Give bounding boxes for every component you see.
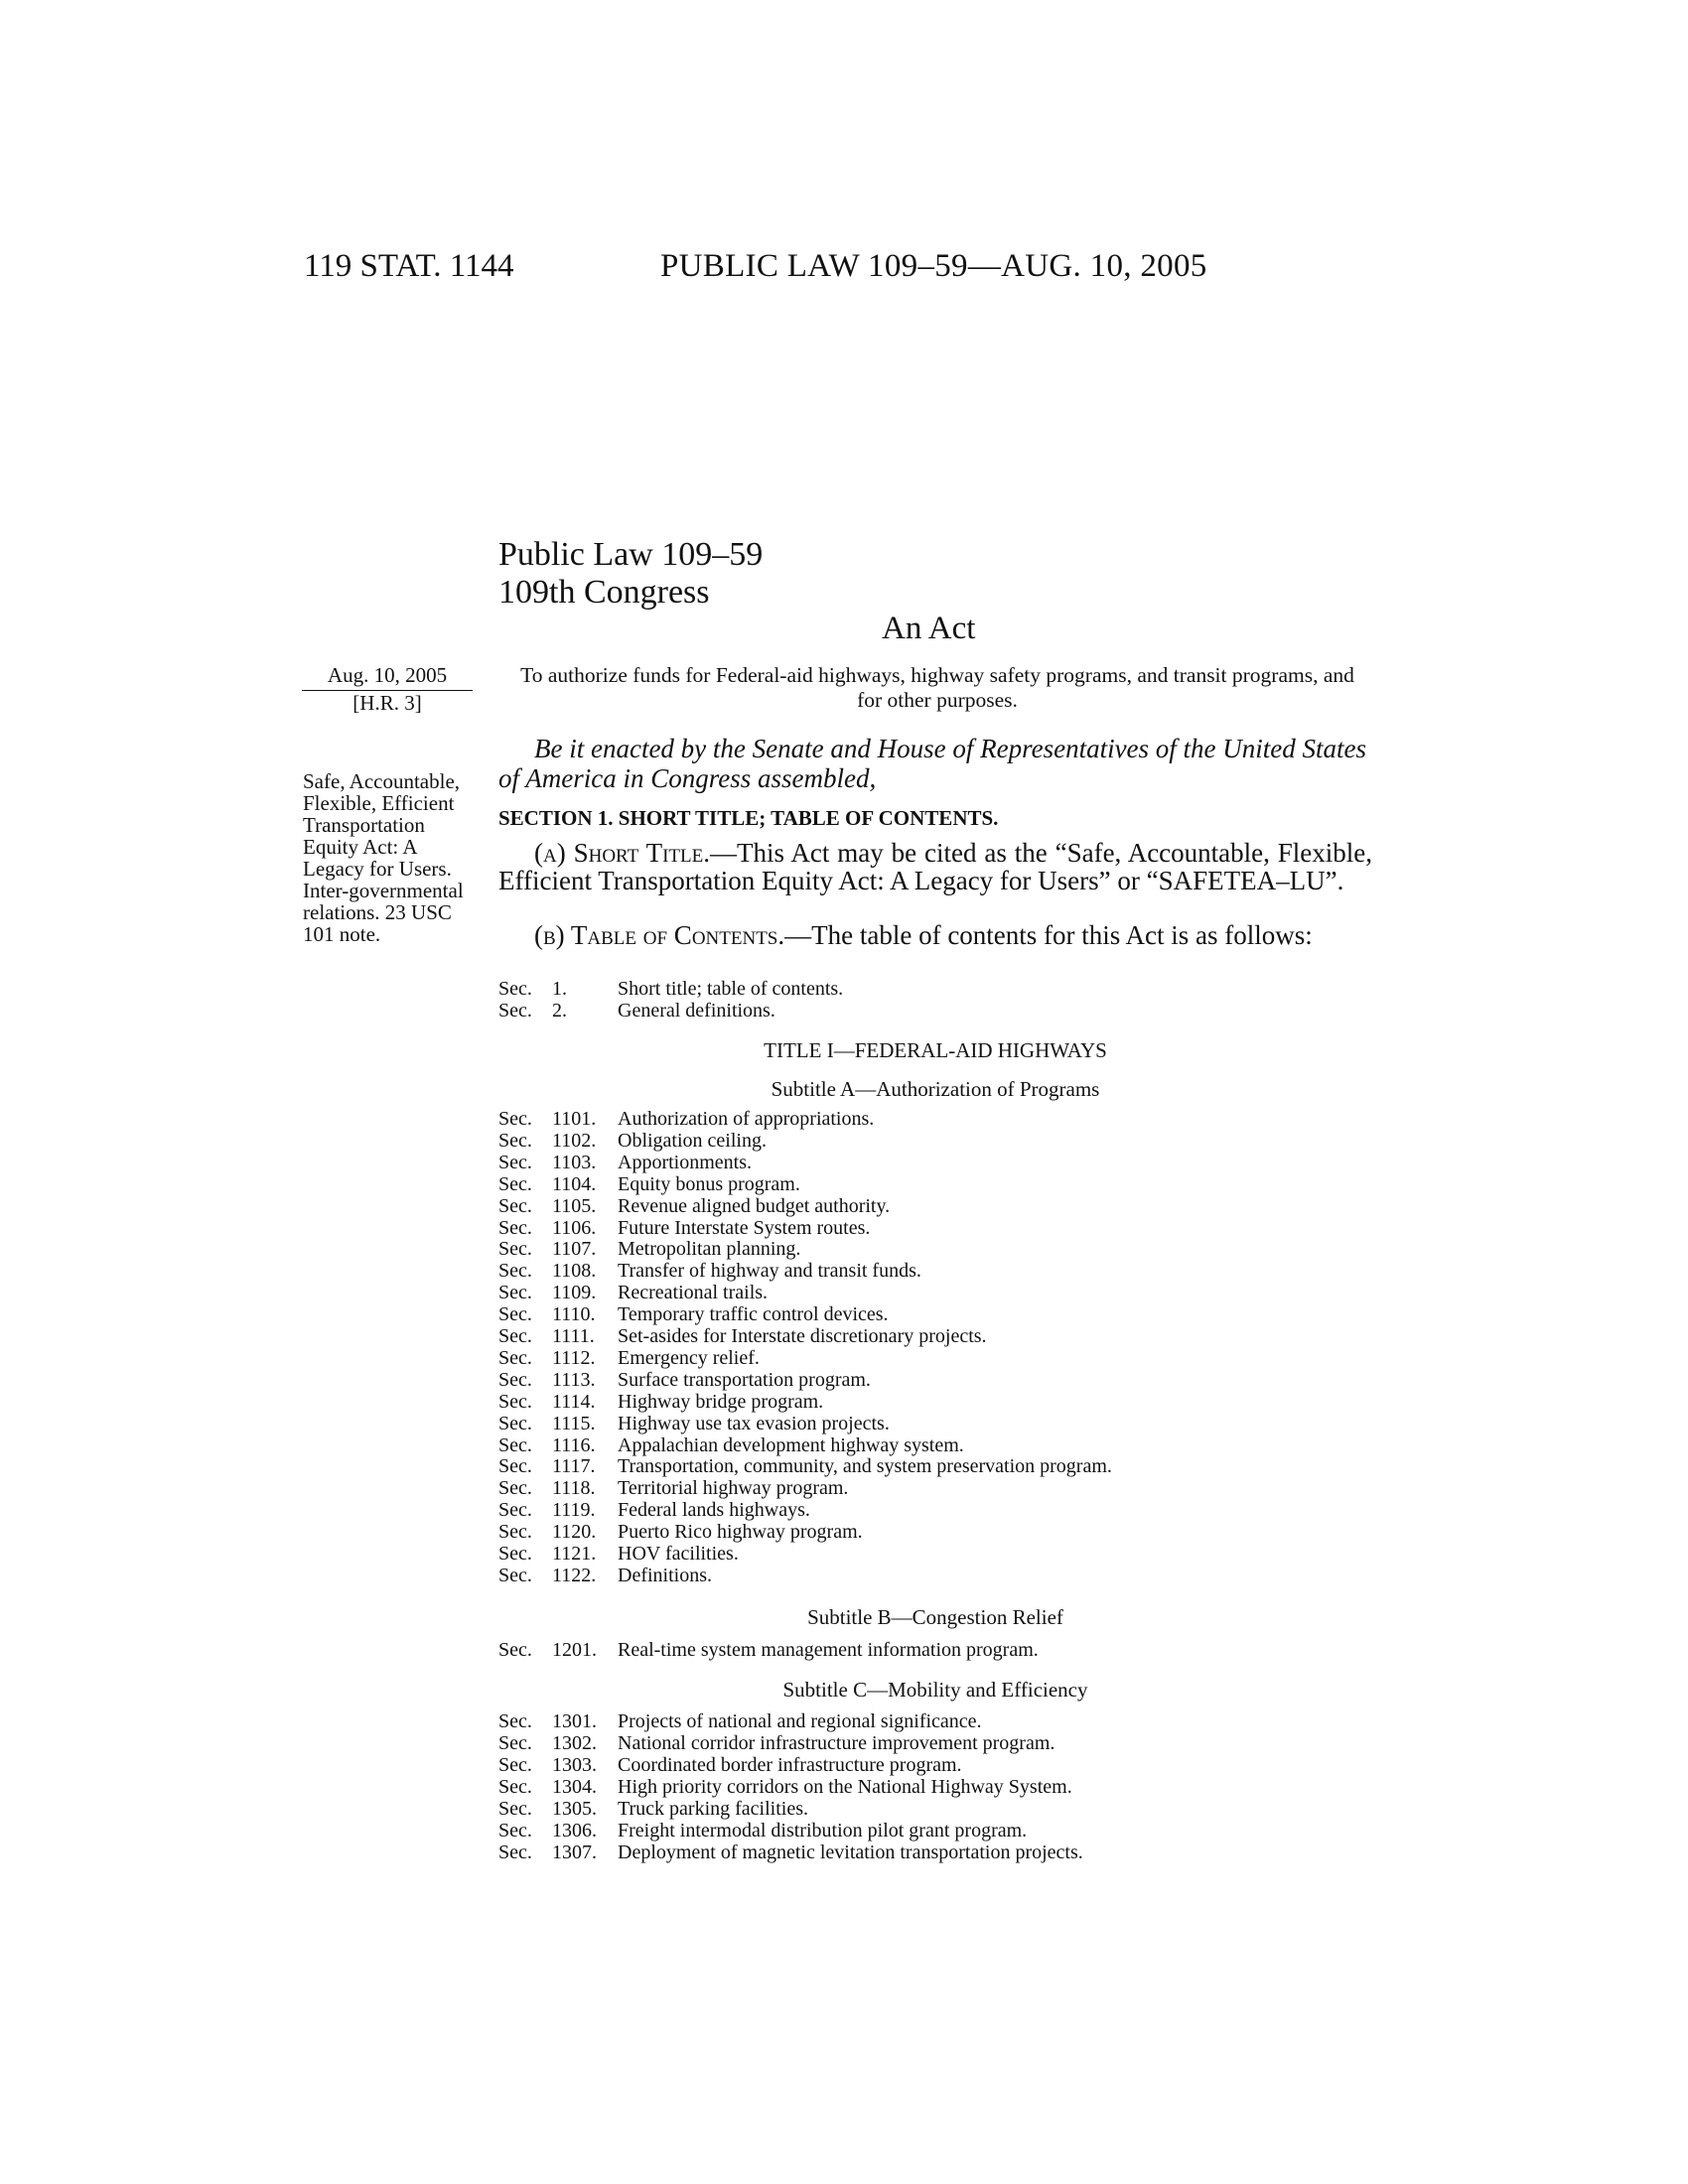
toc-sec-title: Set-asides for Interstate discretionary projects. [618,1325,987,1347]
toc-entry [498,1347,760,1369]
toc-entry [498,1260,921,1282]
toc-sec-label: Sec. [498,1820,532,1842]
toc-sec-number: 1114. [552,1390,596,1413]
toc-sec-number: 1105. [552,1194,597,1217]
toc-sec-label: Sec. [498,1151,532,1173]
toc-sec-title: Appalachian development highway system. [618,1433,964,1456]
toc-entry [498,1130,767,1152]
toc-sec-number: 1302. [552,1732,597,1754]
toc-sec-label: Sec. [498,1776,532,1798]
toc-sec-number: 1122. [552,1564,597,1586]
toc-sec-number: 1305. [552,1798,597,1820]
toc-sec-title: Emergency relief. [618,1346,760,1369]
toc-sec-title: National corridor infrastructure improvement program. [618,1732,1055,1754]
toc-sec-title: Highway use tax evasion projects. [618,1412,890,1434]
toc-sec-number: 1121. [552,1543,597,1565]
toc-entry [498,1732,1055,1754]
short-title-label: (a) Short Title. [534,838,710,868]
toc-sec-number: 1112. [552,1346,596,1369]
toc-sec-label: Sec. [498,1129,532,1152]
toc-sec-title: Coordinated border infrastructure program. [618,1754,962,1776]
toc-sec-title: Real-time system management information program. [618,1639,1039,1661]
subtitle-a-heading: Subtitle A—Authorization of Programs [771,1077,1100,1101]
toc-sec-label: Sec. [498,1172,532,1195]
title-i-heading: TITLE I—FEDERAL-AID HIGHWAYS [764,1038,1107,1062]
toc-entry [498,1303,889,1325]
toc-sec-title: Territorial highway program. [618,1477,849,1500]
toc-sec-number: 1117. [552,1455,596,1478]
toc-sec-title: Federal lands highways. [618,1499,810,1522]
toc-entry [498,1000,775,1022]
toc-sec-label: Sec. [498,1260,532,1283]
toc-entry [498,1754,962,1776]
toc-sec-title: Future Interstate System routes. [618,1216,871,1239]
toc-sec-label: Sec. [498,1108,532,1130]
toc-sec-label: Sec. [498,1303,532,1326]
toc-sec-title: Definitions. [618,1564,712,1586]
toc-entry [498,1798,808,1820]
public-law-number: Public Law 109–59 [498,536,764,573]
toc-sec-label: Sec. [498,1754,532,1776]
toc-sec-label: Sec. [498,1842,532,1863]
toc-sec-label: Sec. [498,1346,532,1369]
toc-sec-number: 1301. [552,1710,597,1732]
toc-sec-number: 1303. [552,1754,597,1776]
toc-sec-number: 1102. [552,1129,597,1152]
toc-sec-number: 1306. [552,1820,597,1842]
toc-sec-label: Sec. [498,1639,532,1661]
toc-sec-title: Revenue aligned budget authority. [618,1194,891,1217]
toc-sec-title: Transportation, community, and system preservation program. [618,1455,1112,1478]
table-of-contents-paragraph [498,921,1372,949]
toc-sec-label: Sec. [498,1194,532,1217]
page-stat-citation: 119 STAT. 1144 [304,248,514,284]
toc-entry [498,1820,1027,1842]
toc-entry [498,978,843,1000]
toc-sec-number: 1109. [552,1282,597,1304]
toc-sec-label: Sec. [498,1368,532,1391]
toc-sec-label: Sec. [498,1282,532,1304]
toc-entry [498,1195,890,1217]
toc-sec-number: 1101. [552,1108,597,1130]
short-title-text: —This Act may be cited as the “Safe, Accountable, Flexible, Efficient Transportation Equity Act: A Legacy for Users” or “SAFETEA–LU”. [498,838,1373,895]
subtitle-c-heading: Subtitle C—Mobility and Efficiency [782,1678,1088,1702]
toc-label: (b) Table of Contents. [534,920,785,950]
toc-entry [498,1521,863,1543]
toc-entry [498,1543,739,1565]
toc-sec-label: Sec. [498,1732,532,1754]
toc-sec-label: Sec. [498,1238,532,1261]
toc-entry [498,1499,810,1521]
toc-entry [498,1173,800,1195]
enacting-clause: Be it enacted by the Senate and House of Representatives of the United States of America in Congress assembled, [498,734,1367,793]
toc-sec-label: Sec. [498,1477,532,1500]
subtitle-b-heading: Subtitle B—Congestion Relief [807,1605,1063,1629]
toc-sec-title: Puerto Rico highway program. [618,1521,863,1544]
toc-sec-label: Sec. [498,978,532,1000]
toc-sec-label: Sec. [498,1325,532,1347]
toc-sec-number: 1104. [552,1172,597,1195]
toc-intro-text: —The table of contents for this Act is as follows: [784,920,1313,950]
toc-sec-title: Metropolitan planning. [618,1238,801,1261]
toc-sec-title: HOV facilities. [618,1543,739,1565]
toc-sec-number: 1119. [552,1499,596,1522]
toc-sec-label: Sec. [498,1455,532,1478]
toc-entry [498,1108,874,1130]
toc-sec-number: 1118. [552,1477,596,1500]
toc-sec-title: High priority corridors on the National Highway System. [618,1776,1072,1798]
toc-sec-label: Sec. [498,1564,532,1586]
law-title-block [498,536,763,612]
toc-sec-label: Sec. [498,1412,532,1434]
toc-sec-label: Sec. [498,1499,532,1522]
toc-sec-number: 1107. [552,1238,597,1261]
toc-entry [498,1477,848,1499]
toc-entry [498,1152,752,1173]
toc-sec-title: Projects of national and regional significance. [618,1710,982,1732]
toc-sec-title: Freight intermodal distribution pilot grant program. [618,1820,1028,1842]
toc-sec-number: 1115. [552,1412,596,1434]
congress-number: 109th Congress [498,574,710,611]
toc-entry [498,1455,1112,1477]
toc-sec-number: 1304. [552,1776,597,1798]
toc-sec-number: 1111. [552,1325,595,1347]
toc-entry [498,1710,982,1732]
toc-sec-title: Deployment of magnetic levitation transportation projects. [618,1842,1083,1863]
toc-sec-number: 1116. [552,1433,596,1456]
toc-entry [498,1369,871,1391]
toc-sec-title: Temporary traffic control devices. [618,1303,889,1326]
toc-entry [498,1413,890,1434]
toc-sec-label: Sec. [498,1543,532,1565]
toc-sec-label: Sec. [498,1798,532,1820]
toc-sec-number: 1113. [552,1368,596,1391]
toc-sec-title: Obligation ceiling. [618,1129,767,1152]
toc-entry [498,1391,823,1413]
toc-sec-number: 1108. [552,1260,597,1283]
toc-sec-title: Equity bonus program. [618,1172,800,1195]
toc-entry [498,1238,800,1260]
toc-sec-label: Sec. [498,1000,532,1022]
toc-sec-label: Sec. [498,1521,532,1544]
toc-entry [498,1639,1039,1661]
toc-sec-title: Apportionments. [618,1151,752,1173]
margin-date-block [302,663,473,716]
toc-sec-number: 1110. [552,1303,596,1326]
toc-sec-number: 1106. [552,1216,597,1239]
toc-sec-title: Transfer of highway and transit funds. [618,1260,921,1283]
toc-sec-title: Surface transportation program. [618,1368,871,1391]
toc-sec-title: Recreational trails. [618,1282,769,1304]
toc-sec-title: Short title; table of contents. [618,978,844,1000]
toc-sec-title: Highway bridge program. [618,1390,824,1413]
toc-sec-label: Sec. [498,1710,532,1732]
toc-sec-title: Authorization of appropriations. [618,1108,875,1130]
enactment-date: Aug. 10, 2005 [302,663,473,691]
toc-entry [498,1325,987,1347]
toc-entry [498,1434,964,1456]
toc-sec-title: Truck parking facilities. [618,1798,809,1820]
toc-sec-number: 1. [552,978,567,1000]
toc-sec-number: 1307. [552,1842,597,1863]
toc-sec-label: Sec. [498,1216,532,1239]
section-1-heading: SECTION 1. SHORT TITLE; TABLE OF CONTENTS. [498,806,999,830]
toc-entry [498,1842,1083,1863]
toc-entry [498,1282,768,1303]
toc-sec-title: General definitions. [618,1000,775,1022]
toc-entry [498,1565,712,1586]
an-act-heading: An Act [882,611,976,646]
toc-sec-number: 2. [552,1000,567,1022]
toc-sec-label: Sec. [498,1433,532,1456]
toc-sec-number: 1201. [552,1639,597,1661]
act-purpose: To authorize funds for Federal-aid highways, highway safety programs, and transit programs, and for other purposes. [520,663,1354,712]
toc-entry [498,1217,870,1239]
toc-sec-number: 1120. [552,1521,597,1544]
toc-entry [498,1776,1072,1798]
toc-sec-label: Sec. [498,1390,532,1413]
bill-number: [H.R. 3] [352,691,422,715]
margin-notes: Safe, Accountable, Flexible, Efficient Transportation Equity Act: A Legacy for Users. Inter-governmental relations. 23 USC 101 note. [303,769,464,946]
running-header: PUBLIC LAW 109–59—AUG. 10, 2005 [660,248,1207,284]
toc-sec-number: 1103. [552,1151,597,1173]
short-title-paragraph [498,839,1372,894]
